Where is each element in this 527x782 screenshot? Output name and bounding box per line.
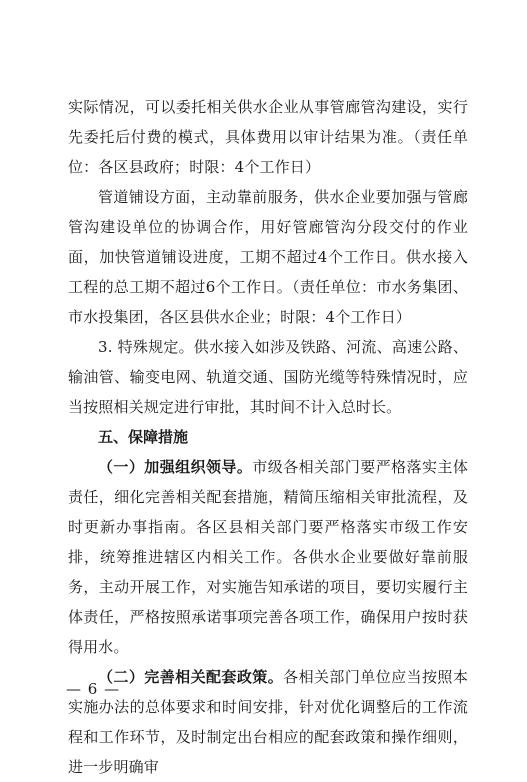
document-body bbox=[68, 92, 468, 782]
section-heading-safeguards: 五、保障措施 bbox=[98, 428, 189, 446]
paragraph-organization-leadership bbox=[68, 452, 468, 662]
item-body-organization: 市级各相关部门要严格落实主体责任，细化完善相关配套措施，精简压缩相关审批流程，及时更新办事指南。各区县相关部门要严格落实市级工作安排，统筹推进辖区内相关工作。各供水企业要做好靠前服务，主动开展工作，对实施告知承诺的项目，要切实履行主体责任，严格按照承诺事项完善各项工作，确保用户按时获得用水。 bbox=[68, 458, 468, 656]
page-number: — 6 — bbox=[66, 680, 121, 698]
paragraph-continuation: 实际情况，可以委托相关供水企业从事管廊管沟建设，实行先委托后付费的模式，具体费用以审计结果为准。（责任单位：各区县政府；时限：4个工作日） bbox=[68, 98, 468, 176]
paragraph-pipeline-laying: 管道铺设方面，主动靠前服务，供水企业要加强与管廊管沟建设单位的协调合作，用好管廊管沟分段交付的作业面，加快管道铺设进度，工期不超过4个工作日。供水接入工程的总工期不超过6个工作日。（责任单位：市水务集团、市水投集团，各区县供水企业；时限：4个工作日） bbox=[68, 188, 468, 326]
paragraph-special-provisions: 3. 特殊规定。供水接入如涉及铁路、河流、高速公路、输油管、输变电网、轨道交通、国防光缆等特殊情况时，应当按照相关规定进行审批，其时间不计入总时长。 bbox=[68, 338, 468, 416]
item-lead-organization: （一）加强组织领导。 bbox=[98, 458, 253, 476]
item-lead-policies: （二）完善相关配套政策。 bbox=[98, 668, 284, 686]
paragraph-supporting-policies bbox=[68, 662, 468, 782]
item-body-policies: 各相关部门单位应当按照本实施办法的总体要求和时间安排，针对优化调整后的工作流程和工作环节，及时制定出台相应的配套政策和操作细则，进一步明确审 bbox=[68, 668, 468, 776]
